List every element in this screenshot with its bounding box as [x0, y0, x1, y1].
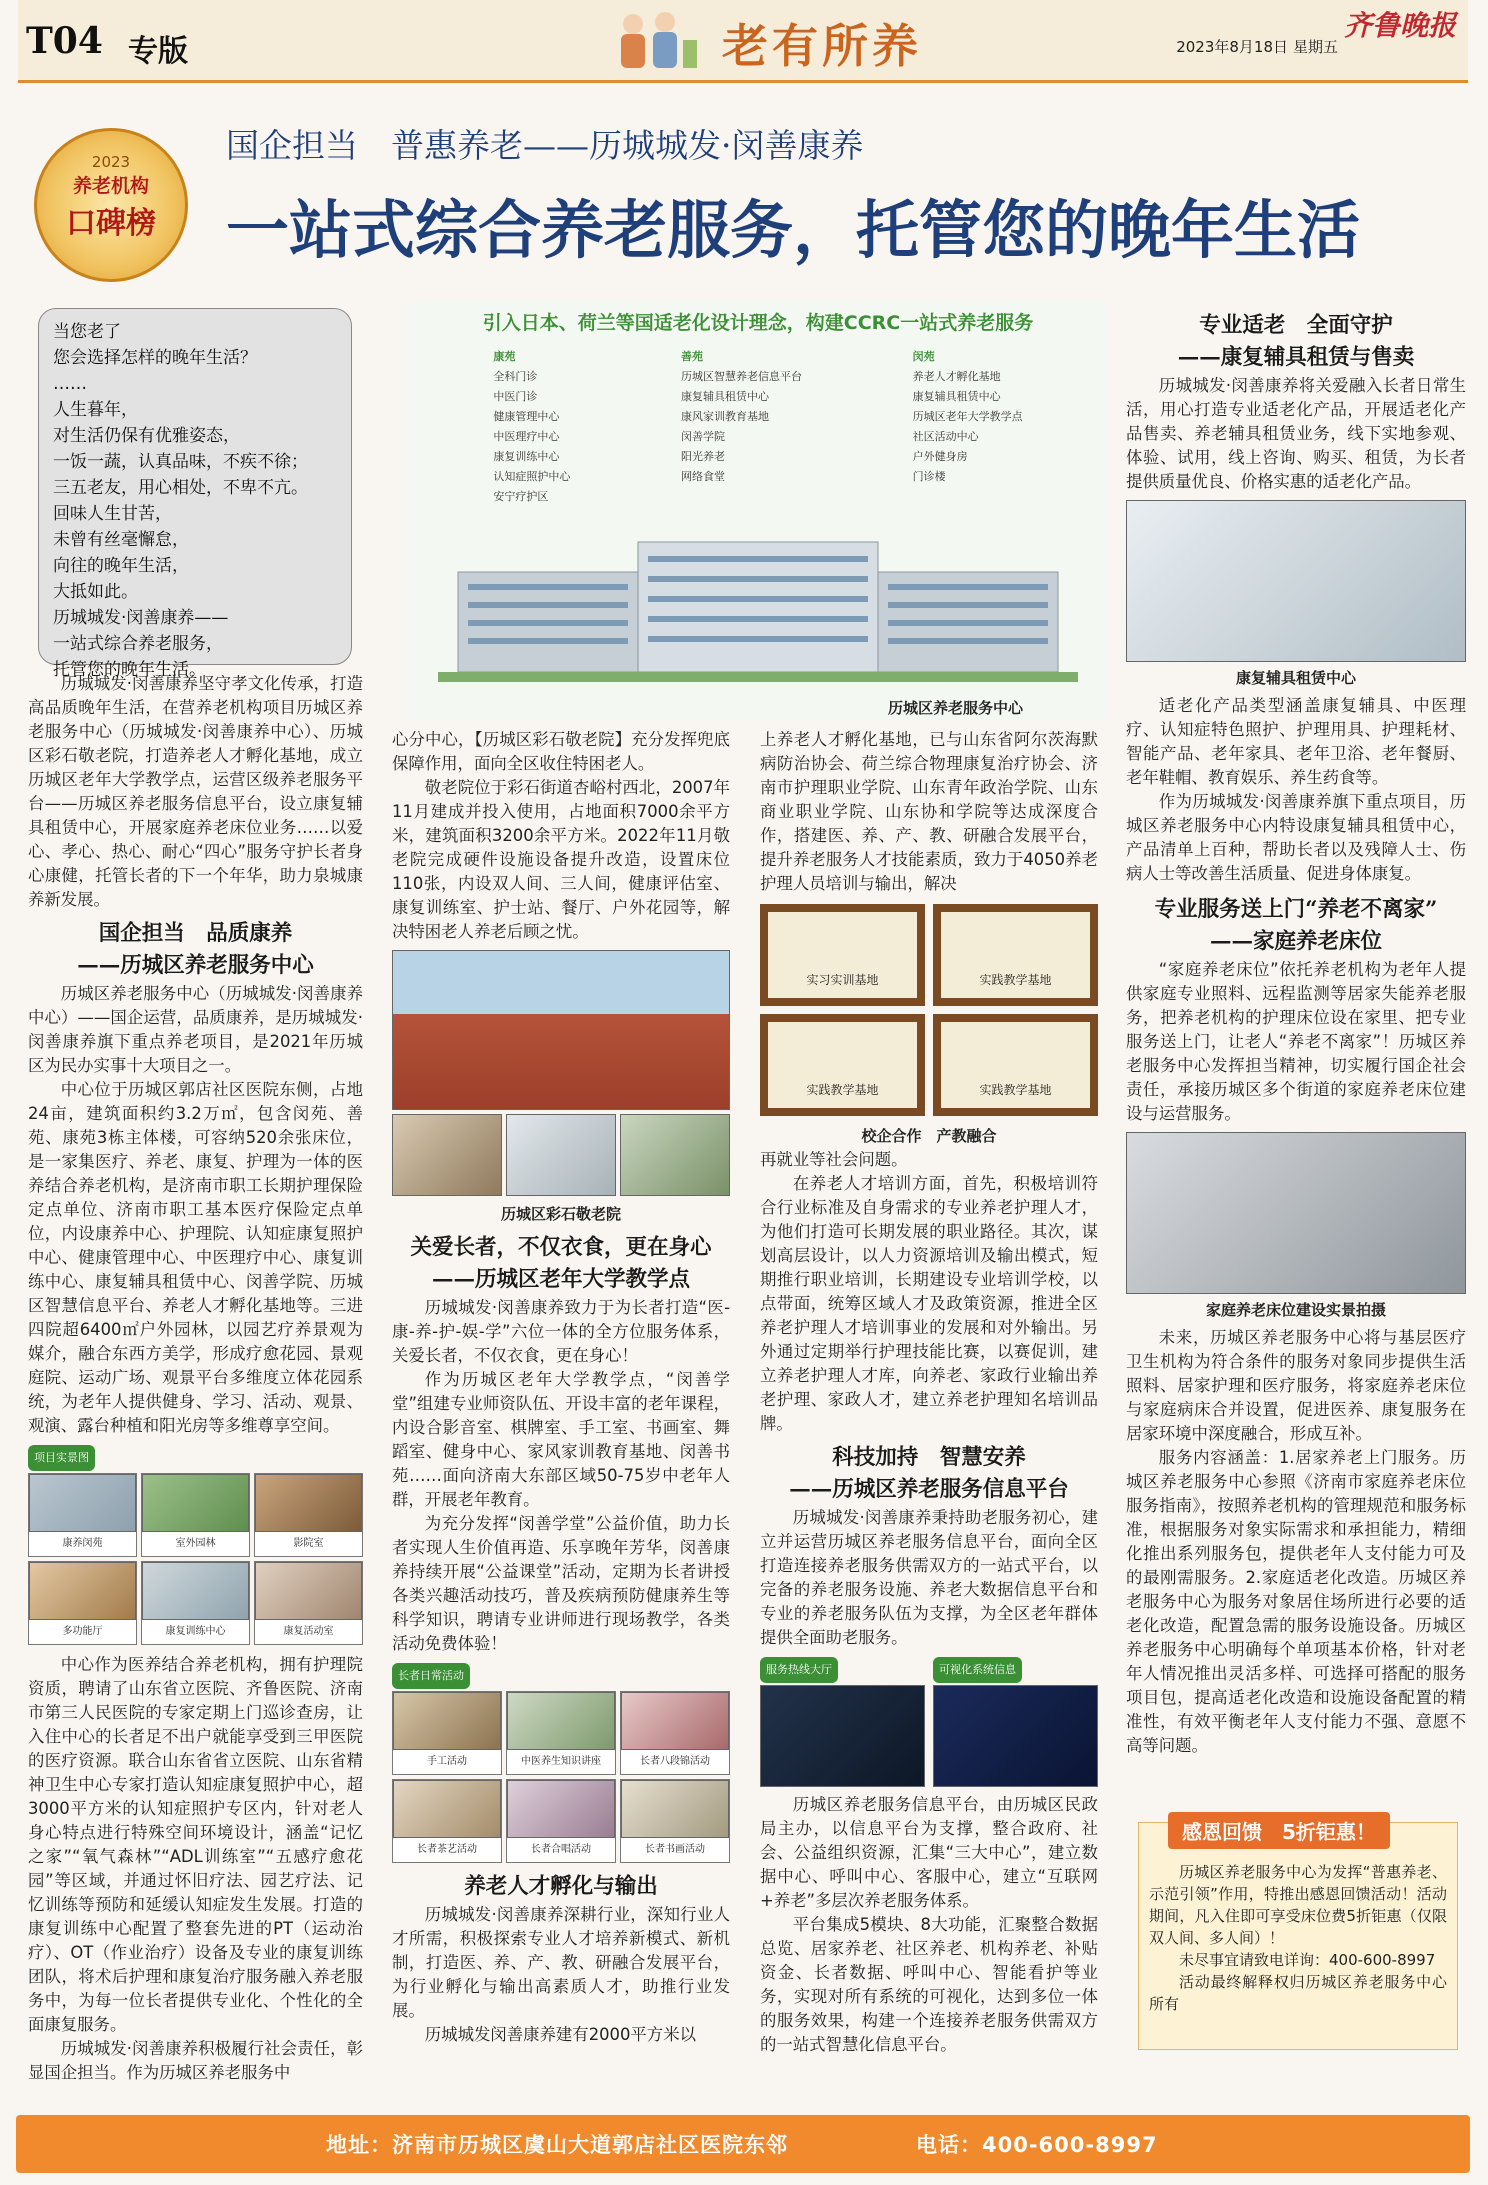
intro-line: 一饭一蔬，认真品味，不疾不徐；: [53, 452, 308, 472]
banner-building-column: [913, 347, 1023, 507]
intro-poem-box: [38, 308, 352, 680]
photo: 影院室: [254, 1473, 363, 1557]
banner-facility-item: 康复辅具租赁中心: [912, 390, 1001, 403]
kicker: 国企担当 普惠养老——历城城发·闵善康养: [226, 126, 864, 165]
paragraph: 历城城发闵善康养建有2000平方米以: [424, 2025, 696, 2044]
promo-text: 历城区养老服务中心为发挥“普惠养老、示范引领”作用，特推出感恩回馈活动！活动期间，凡入住即可享受床位费5折钜惠（仅限双人间、多人间）！: [1149, 1863, 1447, 1947]
banner-facility-item: 门诊楼: [912, 470, 946, 483]
paragraph: 在养老人才培训方面，首先，积极培训符合行业标准及自身需求的专业养老护理人才，为他们打造可长期发展的职业路径。其次，谋划高层设计，以人力资源培训及输出模式，短期推行职业培训，长期建设专业培训学校，以点带面，统筹区域人才及政策资源，推进全区养老护理人才培训事业的发展和对外输出。另外通过定期举行护理技能比赛，以赛促训，建立养老护理人才库，向养老、家政行业输出养老护理、家政人才，建立养老护理知名培训品牌。: [760, 1174, 1098, 1433]
nursing-home-photos: [392, 950, 730, 1196]
paragraph: “家庭养老床位”依托养老机构为老年人提供家庭专业照料、远程监测等居家失能养老服务，把养老机构的护理床位设在家里、把专业服务送上门，让老人“养老不离家”！历城区养老服务中心发挥担当精神，切实履行国企社会责任，承接历城区多个街道的家庭养老床位建设与运营服务。: [1126, 960, 1466, 1123]
promo-box: [1138, 1822, 1458, 2050]
subhead-center-sub: ——历城区养老服务信息平台: [789, 1477, 1069, 1502]
intro-line: 向往的晚年生活，: [53, 556, 189, 576]
ccrc-banner: [408, 302, 1108, 720]
plaque: 实习实训基地: [760, 904, 925, 1006]
promo-title: 感恩回馈 5折钜惠！: [1168, 1812, 1390, 1849]
banner-building-column: [493, 347, 570, 507]
section-tag: 服务热线大厅: [760, 1657, 838, 1683]
banner-caption: 历城区养老服务中心: [888, 699, 1024, 717]
paragraph: 适老化产品类型涵盖康复辅具、中医理疗、认知症特色照护、护理用具、护理耗材、智能产品、老年家具、老年卫浴、老年餐厨、老年鞋帽、教育娱乐、养生药食等。: [1126, 696, 1466, 787]
section-tag: 项目实景图: [28, 1445, 95, 1471]
banner-building-name: 善苑: [680, 350, 703, 363]
photo: 康复活动室: [254, 1561, 363, 1645]
subhead-center: 科技加持 智慧安养: [832, 1445, 1026, 1470]
paragraph: 中心作为医养结合养老机构，拥有护理院资质，聘请了山东省立医院、齐鲁医院、济南市第三人民医院的专家定期上门巡诊查房，让入住中心的长者足不出户就能享受到三甲医院的医疗资源。联合山东省省立医院、山东省精神卫生中心专家打造认知症康复照护中心，超3000平方米的认知症照护专区内，针对老人身心特点进行特殊空间环境设计，涵盖“记忆之家”“氧气森林”“ADL训练室”“五感疗愈花园”等区域，并通过怀旧疗法、园艺疗法、记忆训练等预防和延缓认知症发生发展。打造的康复训练中心配置了整套先进的PT（运动治疗）、OT（作业治疗）设备及专业的康复训练团队，将术后护理和康复治疗服务融入养老服务中，为每一位长者提供专业化、个性化的全面康复服务。: [28, 1655, 363, 2034]
banner-facility-item: 全科门诊: [493, 370, 538, 383]
photo-caption: 历城区彩石敬老院: [500, 1205, 621, 1223]
banner-facility-item: 户外健身房: [912, 450, 968, 463]
photo: 长者茶艺活动: [392, 1779, 502, 1863]
paragraph: 再就业等社会问题。: [760, 1150, 908, 1169]
photo: 长者八段锦活动: [620, 1691, 730, 1775]
banner-facility-item: 网络食堂: [680, 470, 725, 483]
banner-title: 引入日本、荷兰等国适老化设计理念，构建CCRC一站式养老服务: [482, 312, 1034, 334]
subhead-center-sub: ——家庭养老床位: [1209, 929, 1382, 954]
banner-facility-item: 安宁疗护区: [493, 490, 549, 503]
section-tag: 长者日常活动: [392, 1663, 470, 1689]
banner-facility-item: 养老人才孵化基地: [912, 370, 1001, 383]
banner-facility-item: 康复辅具租赁中心: [680, 390, 769, 403]
photo: 中医养生知识讲座: [506, 1691, 616, 1775]
banner-facility-item: 康风家训教育基地: [680, 410, 769, 423]
photo-caption: 校企合作 产教融合: [861, 1127, 997, 1145]
intro-line: 一站式综合养老服务，: [53, 634, 223, 654]
paragraph: 平台集成5模块、8大功能，汇聚整合数据总览、居家养老、社区养老、机构养老、补贴资金、长者数据、呼叫中心、智能看护等业务，实现对所有系统的可视化，达到多位一体的服务效果，构建一个连接养老服务供需双方的一站式智慧化信息平台。: [760, 1915, 1098, 2054]
intro-line: 对生活仍保有优雅姿态，: [53, 426, 240, 446]
intro-line: 当您老了: [53, 322, 121, 342]
column-4: [1126, 310, 1466, 1758]
photo: 多功能厅: [28, 1561, 137, 1645]
intro-line: 您会选择怎样的晚年生活？: [53, 348, 257, 368]
banner-facility-item: 社区活动中心: [912, 430, 979, 443]
banner-facility-item: 阳光养老: [680, 450, 725, 463]
plaque: 实践教学基地: [933, 1014, 1098, 1116]
photo: 室外园林: [141, 1473, 250, 1557]
section-label: 专版: [128, 34, 188, 69]
subhead-center-sub: ——历城区老年大学教学点: [431, 1267, 690, 1292]
subhead-center: 关爱长者，不仅衣食，更在身心: [410, 1235, 712, 1260]
seal-line2: 口碑榜: [66, 206, 156, 241]
paragraph: 历城城发·闵善康养积极履行社会责任，彰显国企担当。作为历城区养老服务中: [28, 2039, 363, 2082]
intro-line: 历城城发·闵善康养——: [53, 608, 229, 628]
photo: 康养闵苑: [28, 1473, 137, 1557]
intro-line: 大抵如此。: [53, 582, 138, 602]
banner-facility-item: 闵善学院: [680, 430, 725, 443]
photo: 长者合唱活动: [506, 1779, 616, 1863]
paragraph: 未来，历城区养老服务中心将与基层医疗卫生机构为符合条件的服务对象同步提供生活照料、居家护理和医疗服务，将家庭养老床位与家庭病床合并设置，促进医养、康复服务在居家环境中深度融合，形成互补。: [1126, 1328, 1466, 1443]
intro-line: 三五老友，用心相处，不卑不亢。: [53, 478, 308, 498]
subhead-center: 养老人才孵化与输出: [464, 1874, 658, 1899]
paragraph: 服务内容涵盖：1.居家养老上门服务。历城区养老服务中心参照《济南市家庭养老床位服务指南》，按照养老机构的管理规范和服务标准，根据服务对象实际需求和承担能力，精细化推出系列服务包，提供老年人支付能力可及的最刚需服务。2.家庭适老化改造。历城区养老服务中心为服务对象居住场所进行必要的适老化改造，配置急需的服务设施设备。历城区养老服务中心明确每个单项基本价格，针对老年人情况推出灵活多样、可选择可搭配的服务项目包，提高适老化改造和设施设备配置的精准性，有效平衡老年人支付能力不强、意愿不高等问题。: [1126, 1448, 1466, 1755]
paragraph: 作为历城城发·闵善康养旗下重点项目，历城区养老服务中心内特设康复辅具租赁中心，产品清单上百种，帮助长者以及残障人士、伤病人士等改善生活质量、促进身体康复。: [1126, 792, 1466, 883]
photo: 长者书画活动: [620, 1779, 730, 1863]
photo: 手工活动: [392, 1691, 502, 1775]
intro-line: 人生暮年，: [53, 400, 138, 420]
page-number: T04: [26, 20, 103, 62]
footer-bar: [16, 2115, 1470, 2173]
subhead-center-sub: ——康复辅具租赁与售卖: [1177, 345, 1415, 370]
photo-caption: 康复辅具租赁中心: [1235, 669, 1356, 687]
building-rendering: [438, 522, 1078, 682]
paragraph: 历城城发·闵善康养将关爱融入长者日常生活，用心打造专业适老化产品，开展适老化产品售卖、养老辅具租赁业务，线下实地参观、体验、试用，线上咨询、购买、租赁，为长者提供质量优良、价格实惠的适老化产品。: [1126, 376, 1466, 491]
banner-facility-item: 认知症照护中心: [493, 470, 571, 483]
subhead-center-sub: ——历城区养老服务中心: [77, 953, 314, 978]
paragraph: 历城区养老服务信息平台，由历城区民政局主办，以信息平台为支撑，整合政府、社会、公益组织资源，汇集“三大中心”，建立数据中心、呼叫中心、客服中心，建立“互联网+养老”多层次养老服务体系。: [760, 1795, 1098, 1910]
column-1: [28, 672, 363, 2085]
paragraph: 中心位于历城区郭店社区医院东侧，占地24亩，建筑面积约3.2万㎡，包含闵苑、善苑、康苑3栋主体楼，可容纳520余张床位，是一家集医疗、养老、康复、护理为一体的医养结合养老机构，是济南市职工长期护理保险定点单位、济南市职工基本医疗保险定点单位，内设康养中心、护理院、认知症康复照护中心、健康管理中心、中医理疗中心、康复训练中心、康复辅具租赁中心、闵善学院、历城区智慧信息平台、养老人才孵化基地等。三进四院超6400㎡户外园林，以园艺疗养景观为媒介，融合东西方美学，形成疗愈花园、景观庭院、运动广场、观景平台多维度立体花园系统，为老年人提供健身、学习、活动、观景、观演、露台种植和阳光房等多维尊享空间。: [28, 1080, 363, 1435]
paragraph: 敬老院位于彩石街道杏峪村西北，2007年11月建成并投入使用，占地面积7000余平方米，建筑面积3200余平方米。2022年11月敬老院完成硬件设施设备提升改造，设置床位110张，内设双人间、三人间，健康评估室、康复训练室、护士站、餐厅、户外花园等，解决特困老人养老后顾之忧。: [392, 778, 730, 941]
paragraph: 上养老人才孵化基地，已与山东省阿尔茨海默病防治协会、荷兰综合物理康复治疗协会、济南市护理职业学院、山东青年政治学院、山东商业职业学院、山东协和学院等达成深度合作，搭建医、养、产、教、研融合发展平台，提升养老服务人才技能素质，致力于4050养老护理人员培训与输出，解决: [760, 730, 1098, 893]
paragraph: 心分中心，【历城区彩石敬老院】充分发挥兜底保障作用，面向全区收住特困老人。: [392, 730, 730, 773]
elderly-couple-illustration: [603, 4, 703, 72]
activity-photo-grid: [392, 1691, 730, 1863]
newspaper-logo: 齐鲁晚报: [1343, 9, 1456, 42]
seal-line1: 养老机构: [72, 175, 149, 197]
plaque: 实践教学基地: [933, 904, 1098, 1006]
home-bed-photo: [1126, 1132, 1466, 1294]
column-3: [760, 728, 1098, 2057]
promo-phone: 未尽事宜请致电详询：400-600-8997: [1179, 1951, 1436, 1969]
banner-building-name: 闵苑: [912, 350, 935, 363]
subhead-center: 国企担当 品质康养: [98, 921, 293, 946]
intro-line: 未曾有丝毫懈怠，: [53, 530, 189, 550]
banner-facility-item: 康复训练中心: [493, 450, 560, 463]
weekday: 星期五: [1292, 38, 1338, 56]
subhead-center: 专业适老 全面守护: [1199, 313, 1393, 338]
paragraph: 历城城发·闵善康养秉持助老服务初心，建立并运营历城区养老服务信息平台，面向全区打造连接养老服务供需双方的一站式平台，以完备的养老服务设施、养老大数据信息平台和专业的养老服务队伍为支撑，为全区老年群体提供全面助老服务。: [760, 1508, 1098, 1647]
banner-facility-item: 中医门诊: [493, 390, 538, 403]
footer-address: 地址：济南市历城区虞山大道郭店社区医院东邻: [326, 2133, 788, 2157]
intro-line: ……: [53, 374, 87, 394]
banner-facility-item: 健康管理中心: [493, 410, 560, 423]
headline: 一站式综合养老服务，托管您的晚年生活: [226, 193, 1360, 267]
footer-phone: 电话：400-600-8997: [916, 2133, 1158, 2157]
promo-note: 活动最终解释权归历城区养老服务中心所有: [1149, 1973, 1447, 2013]
plaque: 实践教学基地: [760, 1014, 925, 1116]
platform-photos: [760, 1656, 1098, 1787]
intro-line: 回味人生甘苦，: [53, 504, 172, 524]
seal-year: 2023: [91, 153, 131, 171]
paragraph: 为充分发挥“闵善学堂”公益价值，助力长者实现人生价值再造、乐享晚年芳华，闵善康养持续开展“公益课堂”活动，定期为长者讲授各类兴趣活动技巧，普及疾病预防健康养生等科学知识，聘请专业讲师进行现场教学，各类活动免费体验！: [392, 1514, 730, 1653]
subhead-center: 专业服务送上门“养老不离家”: [1154, 897, 1438, 922]
photo-grid: [28, 1473, 363, 1645]
award-seal: [34, 128, 188, 282]
photo-caption: 家庭养老床位建设实景拍摄: [1205, 1301, 1386, 1319]
column-2: [392, 728, 730, 2047]
intro-line: 托管您的晚年生活。: [53, 660, 206, 680]
banner-facility-item: 历城区老年大学教学点: [912, 410, 1023, 423]
page-header: [18, 0, 1468, 83]
banner-facility-item: 中医理疗中心: [493, 430, 560, 443]
paragraph: 历城城发·闵善康养深耕行业，深知行业人才所需，积极探索专业人才培养新模式、新机制，打造医、养、产、教、研融合发展平台，为行业孵化与输出高素质人才，助推行业发展。: [392, 1905, 730, 2020]
paragraph: 作为历城区老年大学教学点，“闵善学堂”组建专业师资队伍、开设丰富的老年课程，内设合影音室、棋牌室、手工室、书画室、舞蹈室、健身中心、家风家训教育基地、闵善书苑……面向济南大东部区域50-75岁中老年人群，开展老年教育。: [392, 1370, 730, 1509]
date: 2023年8月18日: [1176, 38, 1288, 56]
plaque-grid: [760, 904, 1098, 1116]
intro-paragraph: 历城城发·闵善康养坚守孝文化传承，打造高品质晚年生活，在营养老机构项目历城区养老服务中心（历城城发·闵善康养中心）、历城区彩石敬老院，打造养老人才孵化基地，成立历城区老年大学教学点，运营区级养老服务平台——历城区养老服务信息平台，设立康复辅具租赁中心，开展家庭养老床位业务……以爱心、孝心、热心、耐心“四心”服务守护长者身心康健，托管长者的下一个年华，助力泉城康养新发展。: [28, 674, 363, 909]
banner-facility-item: 历城区智慧养老信息平台: [680, 370, 802, 383]
banner-building-name: 康苑: [493, 350, 516, 363]
paragraph: 历城区养老服务中心（历城城发·闵善康养中心）——国企运营，品质康养，是历城城发·闵善康养旗下重点养老项目，是2021年历城区为民办实事十大项目之一。: [28, 984, 363, 1075]
section-tag: 可视化系统信息: [933, 1657, 1022, 1683]
masthead-title: 老有所养: [722, 19, 922, 73]
banner-building-column: [681, 347, 802, 507]
paragraph: 历城城发·闵善康养致力于为长者打造“医-康-养-护-娱-学”六位一体的全方位服务体系，关爱长者，不仅衣食，更在身心！: [392, 1298, 730, 1365]
photo: 康复训练中心: [141, 1561, 250, 1645]
rental-center-photo: [1126, 500, 1466, 662]
